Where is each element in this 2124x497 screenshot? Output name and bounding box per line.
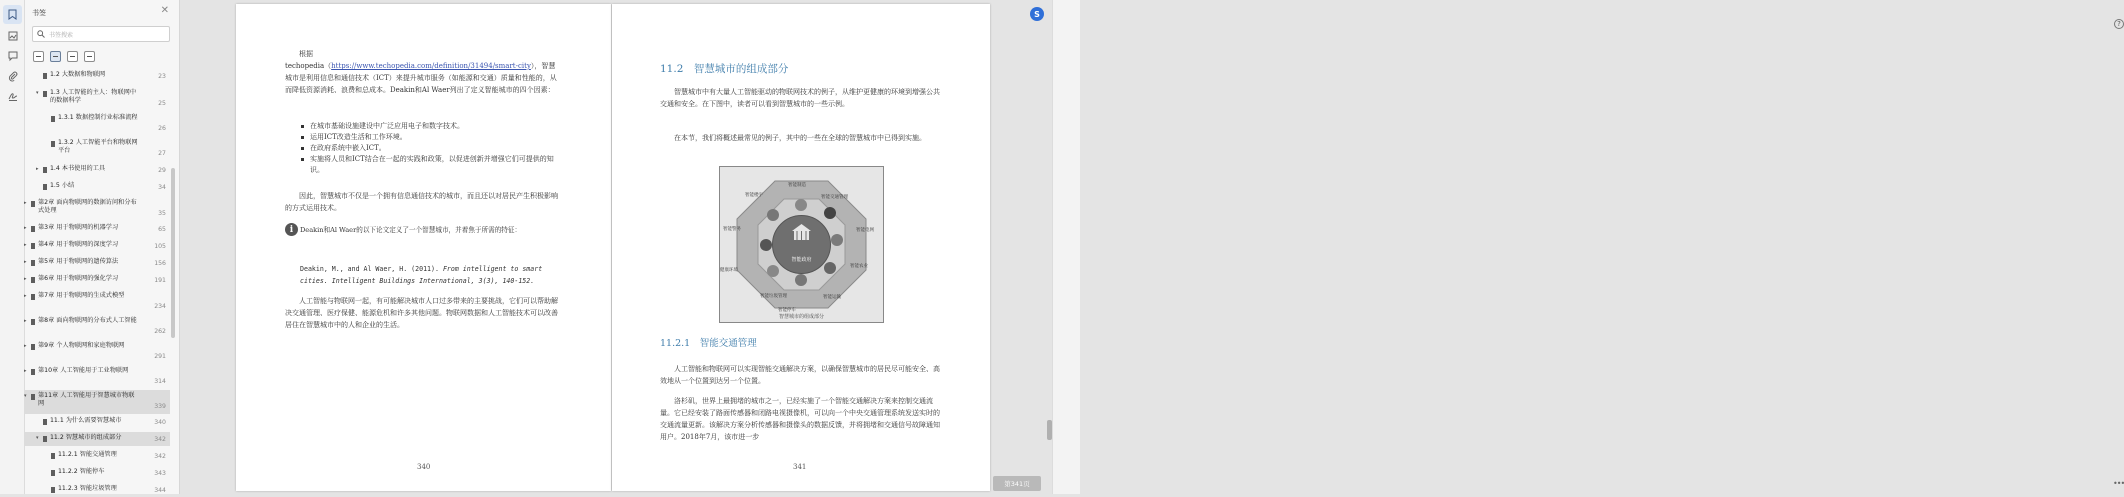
sidebar-title: 书签	[32, 9, 46, 17]
sidebar-item-label: 11.1 为什么需要智慧城市	[50, 417, 122, 424]
sidebar-item-label: 第7章 用于物联网的生成式模型	[38, 292, 125, 299]
sidebar-item-page: 262	[154, 328, 166, 335]
sidebar-item[interactable]	[25, 87, 170, 111]
bookmark-toolbar	[33, 51, 95, 62]
sidebar-item[interactable]	[25, 112, 170, 136]
sidebar-item-label: 11.2.3 智能垃圾管理	[58, 485, 117, 492]
sidebar-item-label: 第9章 个人物联网和家庭物联网	[38, 342, 125, 349]
sidebar-item-label: 1.3.1 数据控制行业标准流程	[58, 114, 138, 121]
bookmark-icon	[51, 453, 55, 459]
search-icon	[37, 30, 45, 38]
sidebar-item-label: 11.2 智慧城市的组成部分	[50, 434, 122, 441]
paragraph-ai-iot: 人工智能与物联网一起，有可能解决城市人口过多带来的主要挑战，它们可以帮助解决交通管理、医疗保健、能源危机和许多其他问题。物联网数据和人工智能技术可以改善居住在智慧城市中的人和企业的生活。	[285, 297, 558, 329]
bookmark-icon	[43, 436, 47, 442]
sidebar-item[interactable]	[25, 137, 170, 161]
paragraph-intro-prefix: techopedia（	[285, 62, 332, 70]
sidebar-item-page: 29	[158, 167, 166, 174]
sidebar-item[interactable]	[25, 449, 170, 463]
section-heading-11-2: 11.2 智慧城市的组成部分	[660, 63, 789, 75]
bookmark-icon	[43, 184, 47, 190]
sidebar-item-label: 1.3 人工智能的主人：物联网中的数据科学	[50, 89, 137, 104]
bookmark-icon	[43, 419, 47, 425]
sidebar-item[interactable]	[25, 340, 170, 364]
sidebar-item-page: 234	[154, 303, 166, 310]
smart-city-figure	[719, 166, 884, 323]
smart-city-factors-list	[300, 121, 562, 176]
sidebar-item[interactable]	[25, 432, 170, 446]
page-number: 340	[417, 463, 431, 471]
sidebar-item-label: 第8章 面向物联网的分布式人工智能	[38, 317, 137, 324]
sidebar-item-label: 1.5 小结	[50, 182, 75, 189]
chevron-right-icon[interactable]: ▸	[24, 276, 27, 282]
collapse-all-icon[interactable]	[50, 51, 61, 62]
sidebar-item[interactable]	[25, 69, 170, 83]
sidebar-item[interactable]	[25, 256, 170, 270]
bookmark-icon	[31, 344, 35, 350]
close-icon[interactable]: ✕	[160, 5, 169, 16]
section-heading-11-2-1: 11.2.1 智能交通管理	[660, 338, 757, 349]
bookmark-search-input[interactable]	[32, 26, 170, 42]
sidebar-item-page: 65	[158, 226, 166, 233]
signature-icon[interactable]	[3, 86, 22, 105]
sidebar-item[interactable]	[25, 273, 170, 287]
sidebar-item-label: 第10章 人工智能用于工业物联网	[38, 367, 129, 374]
bookmark-icon	[31, 201, 35, 207]
tool-rail	[0, 0, 25, 494]
sidebar-item-label: 第11章 人工智能用于智慧城市物联网	[38, 392, 135, 407]
sidebar-item-page: 25	[158, 100, 166, 107]
document-page-right	[612, 4, 990, 491]
citation	[300, 263, 558, 287]
bookmark-icon	[31, 260, 35, 266]
sidebar-item-page: 344	[154, 487, 166, 494]
figure-node-label: 智能停车	[778, 308, 796, 313]
sidebar-item[interactable]	[25, 290, 170, 314]
sidebar-item-page: 27	[158, 150, 166, 157]
figure-node-label: 智能警务	[723, 227, 741, 232]
add-bookmark-icon[interactable]	[67, 51, 78, 62]
chevron-right-icon[interactable]: ▸	[36, 166, 39, 172]
figure-caption: 智慧城市的组成部分	[778, 314, 824, 320]
sidebar-item-page: 314	[154, 378, 166, 385]
paragraph-intro-body: ），智慧城市是利用信息和通信技术（ICT）来提升城市服务（如能源和交通）质量和性能的，从而降低资源消耗、浪费和总成本。Deakin和Al Waer列出了定义智能城市的四个因素：	[285, 62, 557, 94]
sidebar-item-label: 11.2.2 智能停车	[58, 468, 105, 475]
sidebar-item-page: 340	[154, 419, 166, 426]
more-icon[interactable]: •••	[2113, 479, 2124, 488]
sidebar-item[interactable]	[25, 222, 170, 236]
paragraph-overview: 在本节，我们将概述最常见的例子，其中的一些在全球的智慧城市中已得到实施。	[674, 134, 926, 142]
document-page-left	[236, 4, 611, 491]
sidebar-item-page: 339	[154, 403, 166, 410]
page-number: 341	[793, 463, 807, 471]
delete-bookmark-icon[interactable]	[84, 51, 95, 62]
figure-node-label: 智能交通管理	[821, 195, 848, 200]
figure-node-label: 智能运输	[823, 295, 841, 300]
bookmark-icon	[31, 226, 35, 232]
figure-node-label: 健康环境	[720, 268, 738, 273]
paragraph-conclusion: 因此，智慧城市不仅是一个拥有信息通信技术的城市，而且还以对居民产生积极影响的方式运用技术。	[285, 192, 558, 212]
sidebar-item[interactable]	[25, 390, 170, 414]
bookmark-icon	[51, 487, 55, 493]
sidebar-item-label: 第6章 用于物联网的强化学习	[38, 275, 119, 282]
sidebar-item-page: 156	[154, 260, 166, 267]
sidebar-item-page: 26	[158, 125, 166, 132]
bookmark-icon	[43, 91, 47, 97]
bookmark-icon	[31, 243, 35, 249]
chevron-right-icon[interactable]: ▸	[24, 343, 27, 349]
paragraph-intro-lead: 根据	[299, 50, 313, 58]
sidebar-item[interactable]	[25, 239, 170, 253]
sidebar-item-label: 第3章 用于物联网的机器学习	[38, 224, 119, 231]
sidebar-item-page: 191	[154, 277, 166, 284]
bookmark-icon	[31, 319, 35, 325]
chevron-down-icon[interactable]: ▾	[36, 90, 39, 96]
right-tool-strip	[1052, 0, 2124, 494]
attachment-icon[interactable]	[3, 66, 22, 85]
chevron-right-icon[interactable]: ▸	[24, 368, 27, 374]
sidebar-item[interactable]	[25, 197, 170, 221]
citation-authors: Deakin, M., and Al Waer, H. (2011).	[300, 265, 439, 273]
figure-node-label: 智能农业	[850, 264, 868, 269]
chevron-right-icon[interactable]: ▸	[24, 225, 27, 231]
sidebar-item-label: 1.2 大数据和物联网	[50, 71, 106, 78]
chevron-down-icon[interactable]: ▾	[24, 393, 27, 399]
bookmark-icon	[31, 277, 35, 283]
expand-all-icon[interactable]	[33, 51, 44, 62]
sidebar-item-label: 11.2.1 智能交通管理	[58, 451, 117, 458]
list-item: 在政府系统中嵌入ICT。	[300, 143, 562, 154]
chevron-right-icon[interactable]: ▸	[24, 318, 27, 324]
sidebar-item[interactable]	[25, 180, 170, 194]
figure-node-label: 智能楼宇	[745, 193, 763, 198]
bookmark-icon	[51, 141, 55, 147]
sidebar-item-page: 35	[158, 210, 166, 217]
sidebar-item-page: 343	[154, 470, 166, 477]
list-item: 实施将人员和ICT结合在一起的实践和政策，以促进创新并增强它们可提供的知识。	[300, 154, 562, 176]
sidebar-item-page: 342	[154, 436, 166, 443]
paragraph-components-intro: 智慧城市中有大量人工智能驱动的物联网技术的例子，从维护更健康的环境到增强公共交通和安全。在下图中，读者可以看到智慧城市的一些示例。	[660, 88, 940, 108]
chevron-down-icon[interactable]: ▾	[36, 435, 39, 441]
sidebar-item-label: 1.4 本书使用的工具	[50, 165, 106, 172]
sidebar-item[interactable]	[25, 483, 170, 497]
sidebar-item-page: 291	[154, 353, 166, 360]
figure-node-label: 智能垃圾管理	[760, 294, 787, 299]
list-item: 在城市基础设施建设中广泛应用电子和数字技术。	[300, 121, 562, 132]
paragraph-los-angeles: 洛杉矶，世界上最拥堵的城市之一，已经实施了一个智能交通解决方案来控制交通流量。它已经安装了路面传感器和闭路电视摄像机，可以向一个中央交通管理系统发送实时的交通流量更新。该解决方案分析传感器和摄像头的数据反馈，并将拥堵和交通信号故障通知用户。2018年7月，该市进一步	[660, 397, 940, 441]
sidebar-item-page: 23	[158, 73, 166, 80]
bookmark-icon	[51, 470, 55, 476]
citation-title: From intelligent to smart cities. Intelligent Buildings International, 3(3), 140-152.	[300, 265, 543, 285]
sidebar-scrollbar[interactable]	[171, 168, 175, 338]
smart-city-diagram	[720, 167, 883, 322]
sidebar-item[interactable]	[25, 415, 170, 429]
bookmark-icon	[43, 167, 47, 173]
paragraph-traffic-intro: 人工智能和物联网可以实现智能交通解决方案，以确保智慧城市的居民尽可能安全、高效地从一个位置到达另一个位置。	[660, 365, 940, 385]
sidebar-item[interactable]	[25, 315, 170, 339]
sidebar-item-page: 34	[158, 184, 166, 191]
comment-icon[interactable]	[3, 46, 22, 65]
search-placeholder: 书签搜索	[49, 31, 74, 39]
techopedia-link[interactable]: https://www.techopedia.com/definition/31494/smart-city	[331, 62, 531, 70]
bookmark-sidebar	[25, 0, 180, 494]
chevron-right-icon[interactable]: ▸	[24, 200, 27, 206]
sidebar-item-label: 第2章 面向物联网的数据访问和分布式处理	[38, 199, 137, 214]
info-icon: i	[285, 223, 298, 236]
bookmark-panel-icon[interactable]	[3, 5, 22, 24]
chevron-right-icon[interactable]: ▸	[24, 242, 27, 248]
chevron-right-icon[interactable]: ▸	[24, 259, 27, 265]
page-indicator[interactable]: 第341页	[993, 476, 1041, 491]
sidebar-item-label: 1.3.2 人工智能平台和物联网平台	[58, 139, 138, 154]
help-icon[interactable]: ?	[2114, 19, 2124, 29]
bookmark-icon	[31, 369, 35, 375]
bookmark-icon	[31, 294, 35, 300]
bookmark-icon	[43, 73, 47, 79]
figure-node-label: 智能制造	[788, 183, 806, 188]
sidebar-item[interactable]	[25, 163, 170, 177]
sidebar-item[interactable]	[25, 466, 170, 480]
thumbnail-icon[interactable]	[3, 26, 22, 45]
sidebar-item-label: 第5章 用于物联网的遗传算法	[38, 258, 119, 265]
figure-center-label: 智能政府	[791, 257, 812, 263]
sidebar-item-label: 第4章 用于物联网的深度学习	[38, 241, 119, 248]
sidebar-item-page: 342	[154, 453, 166, 460]
bookmark-icon	[51, 116, 55, 122]
bookmark-icon	[31, 394, 35, 400]
sidebar-item-page: 105	[154, 243, 166, 250]
figure-node-label: 智能电网	[856, 228, 874, 233]
assistant-icon[interactable]: S	[1030, 7, 1044, 21]
note-text: Deakin和Al Waer的以下论文定义了一个智慧城市，并着焦于所需的特征：	[300, 226, 522, 234]
list-item: 运用ICT改造生活和工作环境。	[300, 132, 562, 143]
chevron-right-icon[interactable]: ▸	[24, 293, 27, 299]
sidebar-item[interactable]	[25, 365, 170, 389]
